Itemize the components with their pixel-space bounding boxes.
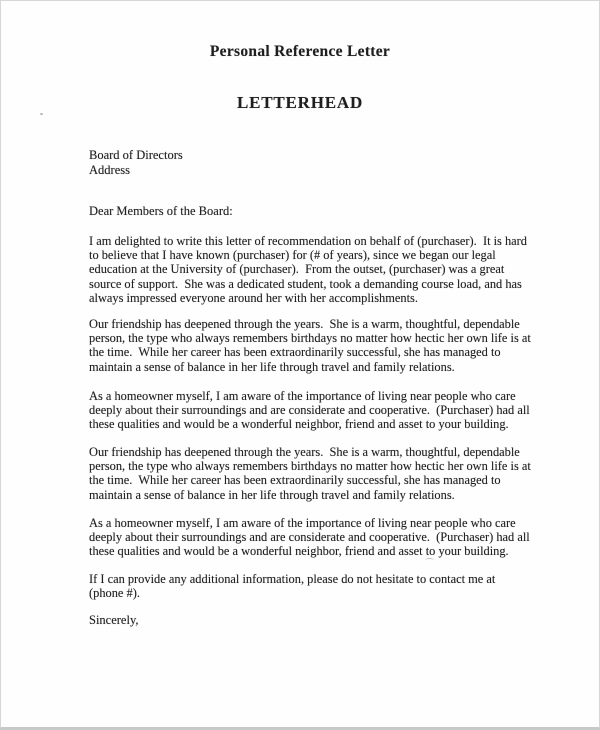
paragraph-5 <box>89 516 559 559</box>
paragraph-line: maintain a sense of balance in her life through travel and family relations. <box>89 487 455 502</box>
paragraph-line: As a homeowner myself, I am aware of the importance of living near people who care <box>89 516 516 530</box>
salutation: Dear Members of the Board: <box>89 204 233 218</box>
paragraph-line: source of support. She was a dedicated student, took a demanding course load, and has <box>89 276 522 291</box>
scan-artifact <box>40 113 43 115</box>
paragraph-4 <box>89 445 559 502</box>
paragraph-line: Our friendship has deepened through the years. She is a warm, thoughtful, dependable <box>89 445 520 459</box>
paragraph-line: the time. While her career has been extraordinarily successful, she has managed to <box>89 473 501 488</box>
letterhead-placeholder: LETTERHEAD <box>236 93 364 112</box>
paragraph-line: deeply about their surroundings and are considerate and cooperative. (Purchaser) had all <box>89 530 530 545</box>
paragraph-1 <box>89 234 559 305</box>
paragraph-line: person, the type who always remembers birthdays no matter how hectic her own life is at <box>89 459 531 474</box>
recipient-name: Board of Directors <box>89 148 183 162</box>
paragraph-3 <box>89 389 559 432</box>
recipient-block <box>89 148 183 178</box>
closing-signature: Sincerely, <box>89 613 139 627</box>
paragraph-line: I am delighted to write this letter of recommendation on behalf of (purchaser). It is hard <box>89 234 527 248</box>
paragraph-line: (phone #). <box>89 586 140 601</box>
paragraph-line: education at the University of (purchaser). From the outset, (purchaser) was a great <box>89 262 505 277</box>
paragraph-line: maintain a sense of balance in her life through travel and family relations. <box>89 359 455 374</box>
paragraph-2 <box>89 317 559 374</box>
paragraph-line: to believe that I have known (purchaser) for (# of years), since we began our legal <box>89 248 496 263</box>
paragraph-line: person, the type who always remembers birthdays no matter how hectic her own life is at <box>89 331 531 346</box>
paragraph-line: these qualities and would be a wonderful neighbor, friend and asset to your building. <box>89 417 509 432</box>
paragraph-6 <box>89 572 559 600</box>
paragraph-line: As a homeowner myself, I am aware of the importance of living near people who care <box>89 389 516 403</box>
paragraph-line: the time. While her career has been extraordinarily successful, she has managed to <box>89 345 501 360</box>
paragraph-line: deeply about their surroundings and are considerate and cooperative. (Purchaser) had all <box>89 403 530 418</box>
paragraph-line: always impressed everyone around her with her accomplishments. <box>89 290 418 305</box>
recipient-address: Address <box>89 163 130 177</box>
paragraph-line: If I can provide any additional information, please do not hesitate to contact me at <box>89 572 496 586</box>
paragraph-line: these qualities and would be a wonderful neighbor, friend and asset to your building. <box>89 544 509 559</box>
document-title: Personal Reference Letter <box>209 43 391 60</box>
scan-artifact <box>425 558 434 562</box>
paragraph-line: Our friendship has deepened through the years. She is a warm, thoughtful, dependable <box>89 317 520 331</box>
